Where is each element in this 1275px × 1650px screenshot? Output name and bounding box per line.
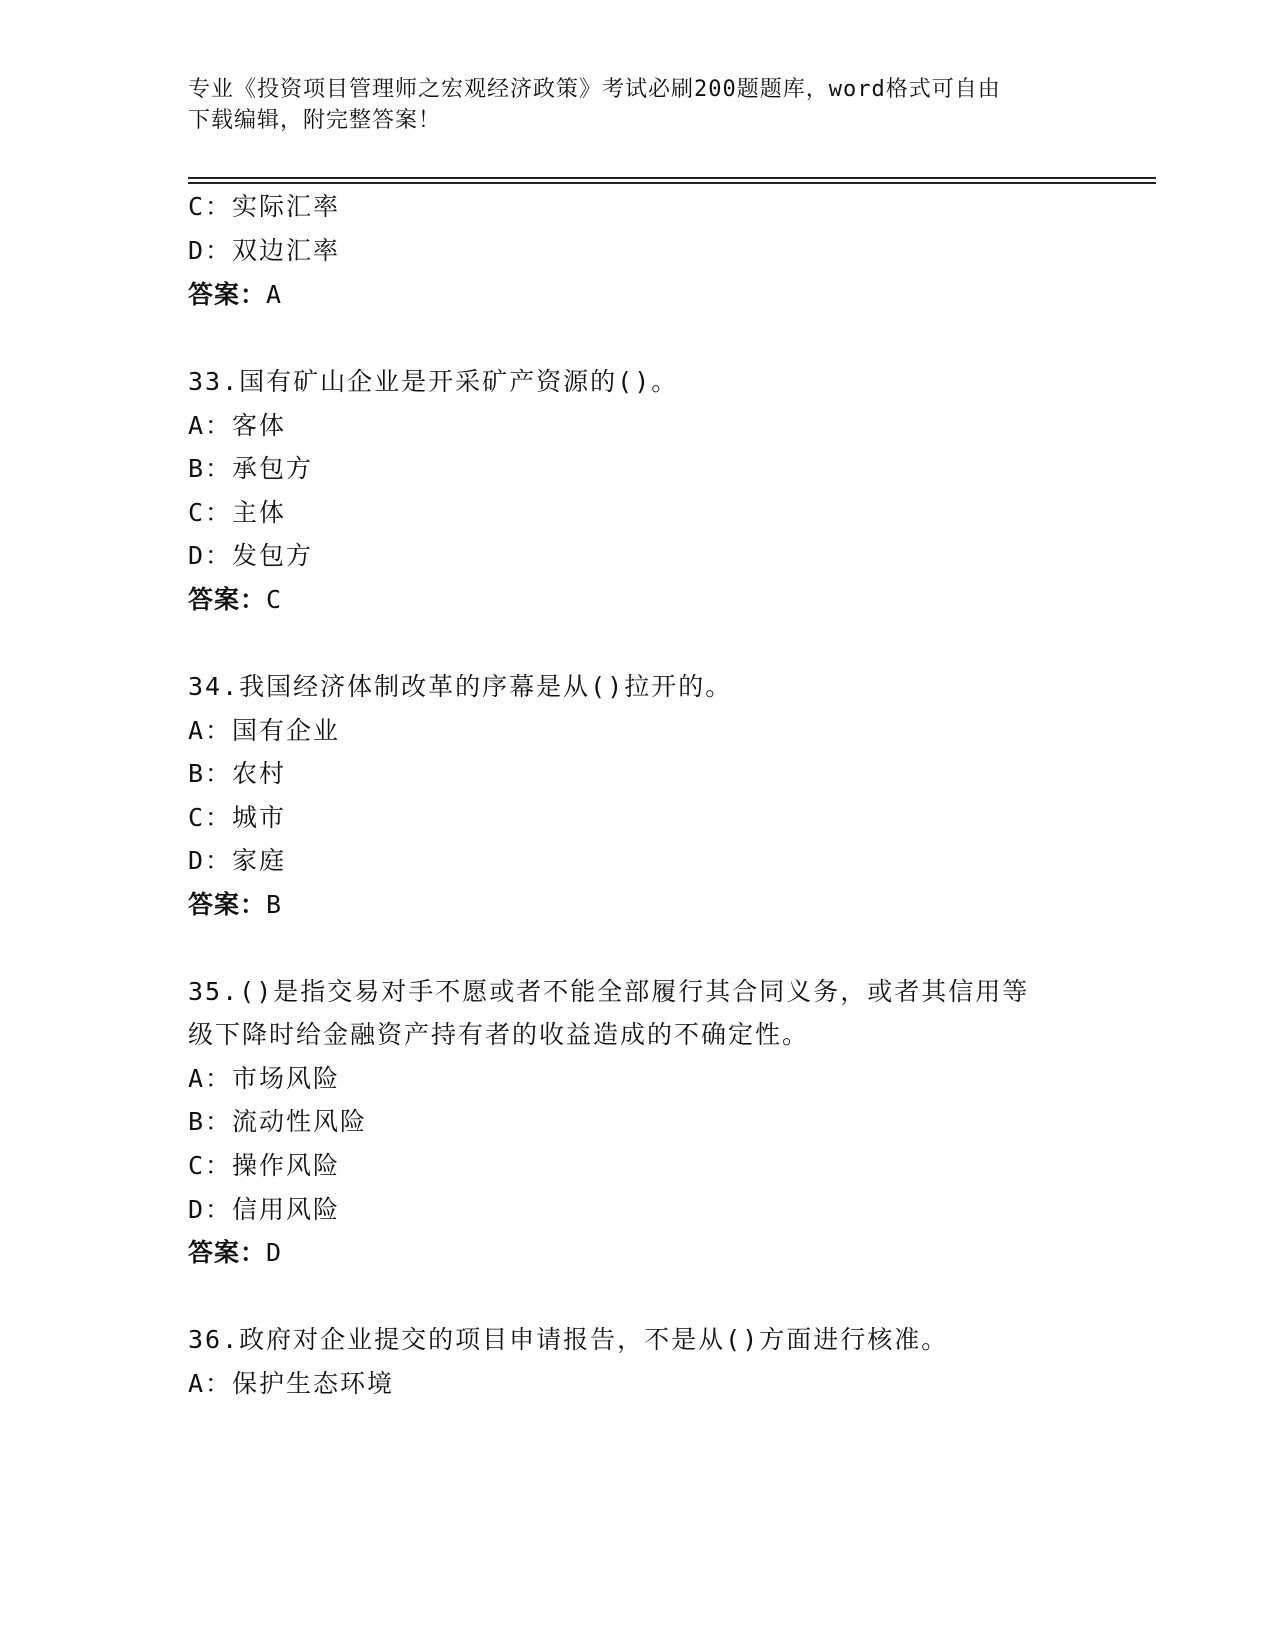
q34-question: 34.我国经济体制改革的序幕是从()拉开的。 bbox=[188, 672, 733, 701]
prev-answer bbox=[188, 279, 282, 311]
q34-option-a: A：国有企业 bbox=[188, 716, 341, 745]
answer-label: 答案： bbox=[188, 280, 267, 309]
q35-question-line-2: 级下降时给金融资产持有者的收益造成的不确定性。 bbox=[188, 1020, 810, 1049]
q33-answer bbox=[188, 584, 282, 616]
document-header bbox=[188, 74, 1088, 136]
header-line-2: 下载编辑，附完整答案！ bbox=[188, 108, 442, 133]
q34-option-d: D：家庭 bbox=[188, 846, 287, 875]
q33-option-b: B：承包方 bbox=[188, 454, 314, 483]
answer-label: 答案： bbox=[188, 1238, 267, 1267]
q33-question: 33.国有矿山企业是开采矿产资源的()。 bbox=[188, 367, 679, 396]
header-rule-top bbox=[188, 177, 1156, 179]
q33-option-c: C：主体 bbox=[188, 498, 287, 527]
q33-option-a: A：客体 bbox=[188, 411, 287, 440]
prev-option-c: C：实际汇率 bbox=[188, 192, 341, 221]
q34-answer bbox=[188, 889, 282, 921]
q34-option-b: B：农村 bbox=[188, 759, 287, 788]
q35-answer bbox=[188, 1237, 282, 1269]
prev-option-d: D：双边汇率 bbox=[188, 236, 341, 265]
q33-option-d: D：发包方 bbox=[188, 541, 314, 570]
q36-option-a: A：保护生态环境 bbox=[188, 1369, 395, 1398]
answer-label: 答案： bbox=[188, 585, 267, 614]
q36-question: 36.政府对企业提交的项目申请报告，不是从()方面进行核准。 bbox=[188, 1325, 949, 1354]
q34-option-c: C：城市 bbox=[188, 803, 287, 832]
q35-option-b: B：流动性风险 bbox=[188, 1107, 368, 1136]
answer-label: 答案： bbox=[188, 890, 267, 919]
answer-value: B bbox=[266, 890, 283, 919]
answer-value: D bbox=[266, 1238, 283, 1267]
answer-value: A bbox=[266, 280, 283, 309]
answer-value: C bbox=[266, 585, 283, 614]
q35-option-c: C：操作风险 bbox=[188, 1151, 341, 1180]
q35-question-line-1: 35.()是指交易对手不愿或者不能全部履行其合同义务，或者其信用等 bbox=[188, 977, 1030, 1006]
q35-option-a: A：市场风险 bbox=[188, 1064, 341, 1093]
header-line-1: 专业《投资项目管理师之宏观经济政策》考试必刷200题题库，word格式可自由 bbox=[188, 77, 1001, 102]
q35-option-d: D：信用风险 bbox=[188, 1195, 341, 1224]
header-rule-bottom bbox=[188, 182, 1156, 184]
